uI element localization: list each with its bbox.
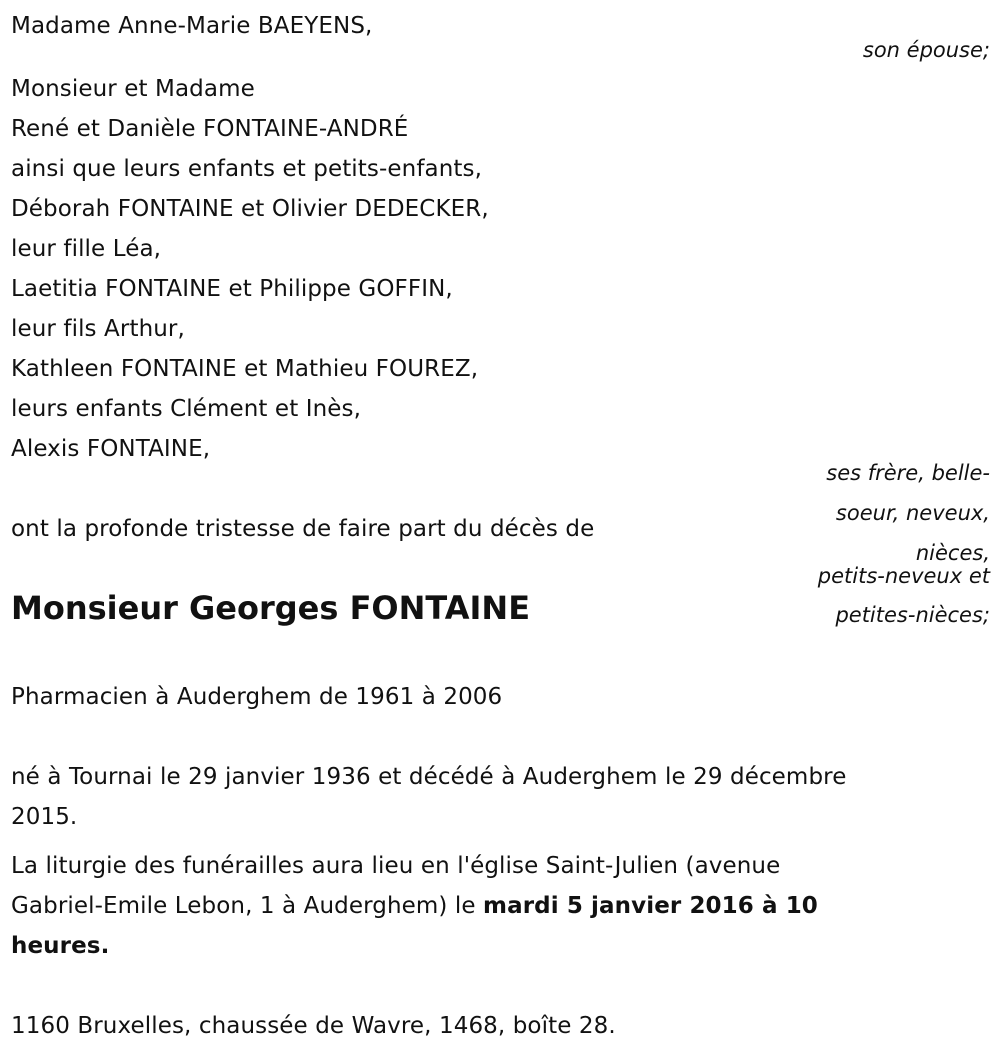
profession-text: Pharmacien à Auderghem de 1961 à 2006: [11, 684, 503, 710]
address-text: 1160 Bruxelles, chaussée de Wavre, 1468, boîte 28.: [11, 1013, 616, 1039]
birth-death-line: né à Tournai le 29 janvier 1936 et décédé à Auderghem le 29 décembre: [11, 764, 847, 790]
announcement-text: ont la profonde tristesse de faire part du décès de: [11, 516, 595, 542]
relation-line: nièces,: [915, 541, 990, 565]
funeral-line: La liturgie des funérailles aura lieu en l'église Saint-Julien (avenue: [11, 853, 781, 879]
family-line: Alexis FONTAINE,: [11, 436, 211, 462]
family-line: René et Danièle FONTAINE-ANDRÉ: [11, 116, 409, 142]
family-line: ainsi que leurs enfants et petits-enfants,: [11, 156, 483, 182]
funeral-location: Gabriel-Emile Lebon, 1 à Auderghem) le: [11, 893, 484, 919]
funeral-line: [11, 886, 818, 926]
birth-death-line: 2015.: [11, 804, 78, 830]
funeral-time: heures.: [11, 933, 110, 959]
family-line: Déborah FONTAINE et Olivier DEDECKER,: [11, 196, 489, 222]
family-line: leurs enfants Clément et Inès,: [11, 396, 362, 422]
family-line: Laetitia FONTAINE et Philippe GOFFIN,: [11, 276, 453, 302]
spouse-name: Madame Anne-Marie BAEYENS,: [11, 13, 373, 39]
deceased-name: Monsieur Georges FONTAINE: [11, 589, 531, 627]
family-line: leur fille Léa,: [11, 236, 162, 262]
spouse-relation: son épouse;: [862, 38, 990, 62]
family-line: leur fils Arthur,: [11, 316, 185, 342]
family-line: Kathleen FONTAINE et Mathieu FOUREZ,: [11, 356, 479, 382]
relation-line: petits-neveux et: [817, 564, 990, 588]
family-line: Monsieur et Madame: [11, 76, 255, 102]
relation-line: petites-nièces;: [835, 603, 990, 627]
relation-line: soeur, neveux,: [835, 501, 990, 525]
relation-line: ses frère, belle-: [826, 461, 990, 485]
funeral-date: mardi 5 janvier 2016 à 10: [483, 893, 818, 919]
funeral-line: [11, 926, 109, 966]
